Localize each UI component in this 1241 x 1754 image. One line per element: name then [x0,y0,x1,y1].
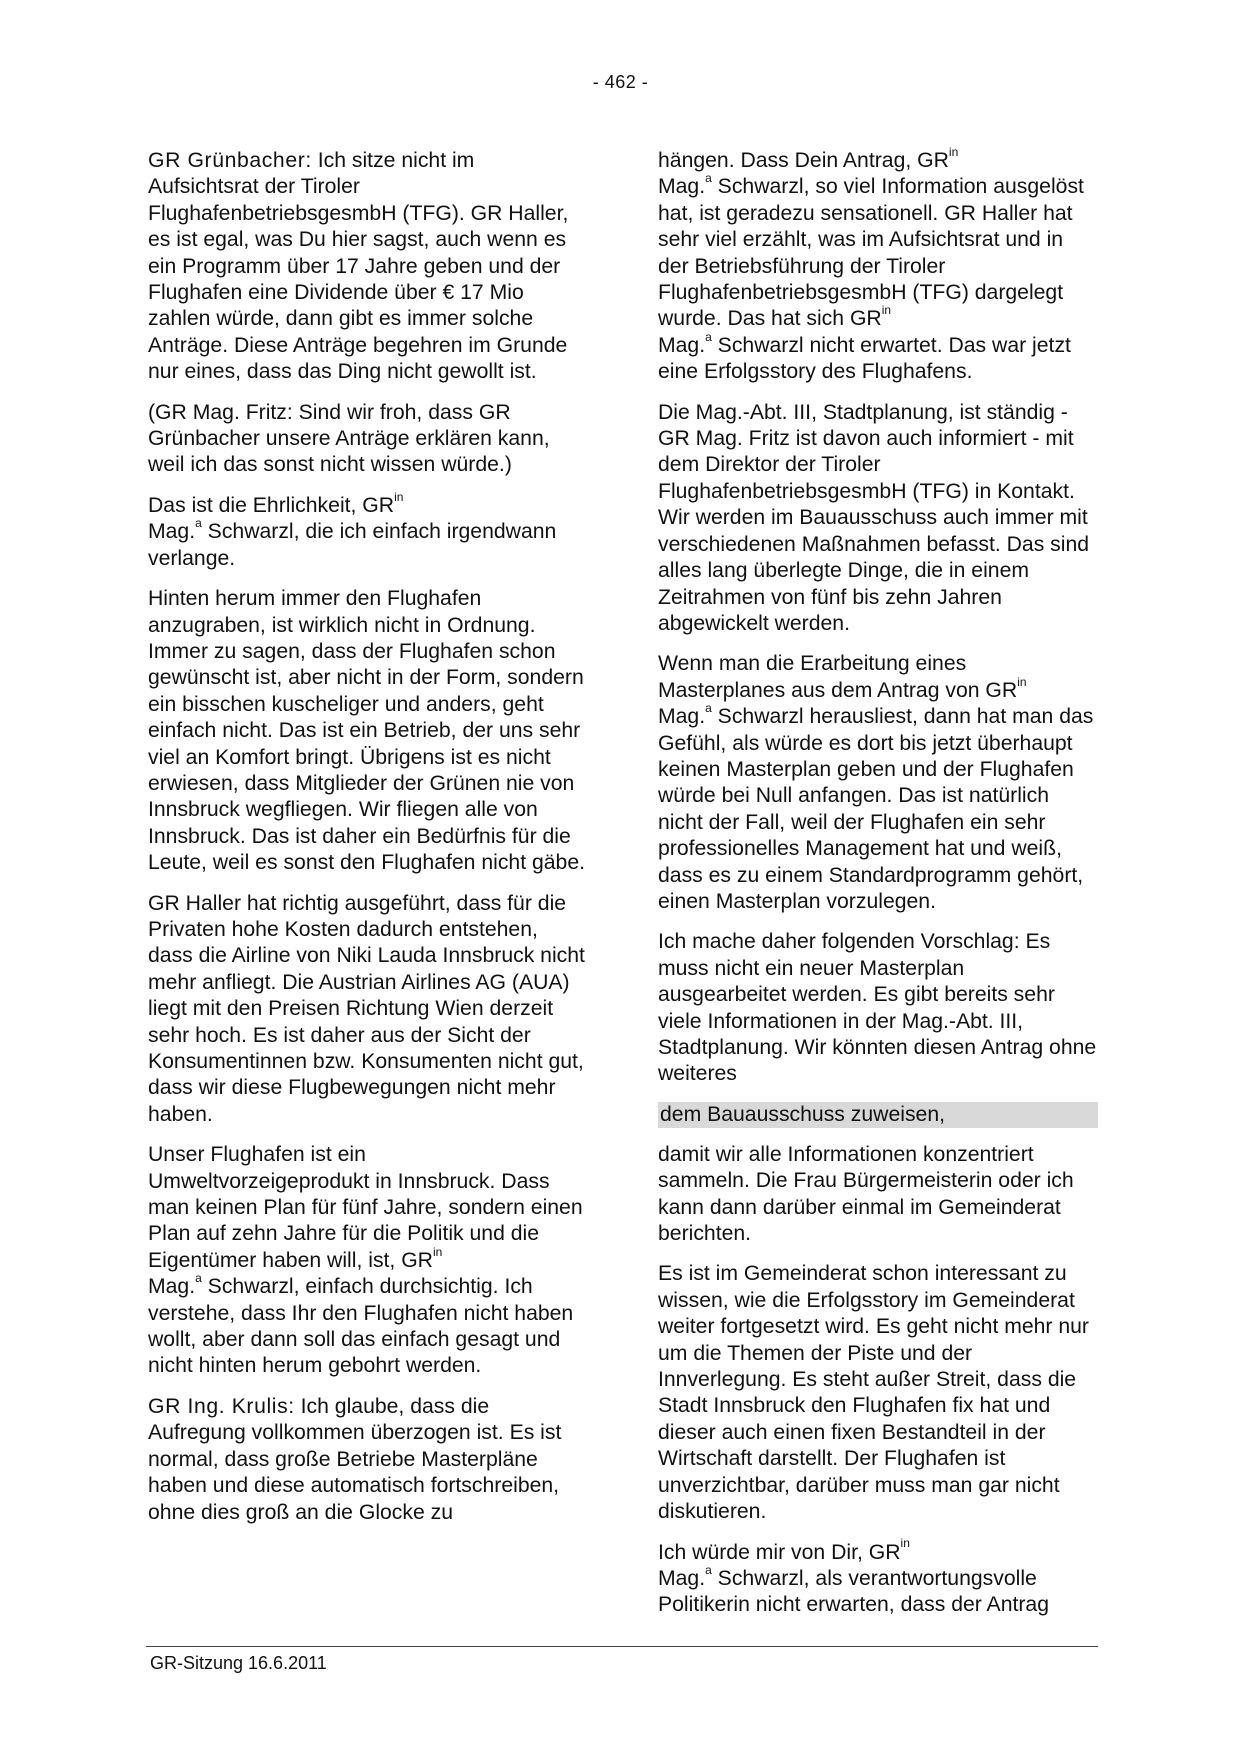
paragraph-umweltvorzeige [148,1142,588,1380]
paragraph-antrag-information [658,144,1098,386]
superscript: a [195,516,202,531]
page-number: - 462 - [592,72,649,92]
paragraph-gruenbacher [148,148,588,386]
paragraph-text: Ich mache daher folgenden Vorschlag: Es muss nicht ein neuer Masterplan ausgearbeitet werden. Es gibt bereits sehr viele Informationen in der Mag.-Abt. III, Stadtplanung. Wir könnten diesen Antrag ohne weiteres [658,930,1097,1086]
paragraph-text: (GR Mag. Fritz: Sind wir froh, dass GR Grünbacher unsere Anträge erklären kann, weil ich das sonst nicht wissen würde.) [148,400,550,477]
paragraph-text: Hinten herum immer den Flughafen anzugraben, ist wirklich nicht in Ordnung. Immer zu sagen, dass der Flughafen schon gewünscht ist, aber nicht in der Form, sondern ein bisschen kuscheliger und anders, geht einfach nicht. Das ist ein Betrieb, der uns sehr viel an Komfort bringt. Übrigens ist es nicht erwiesen, dass Mitglieder der Grünen nie von Innsbruck wegfliegen. Wir fliegen alle von Innsbruck. Das ist daher ein Bedürfnis für die Leute, weil es sonst den Flughafen nicht gäbe. [148,587,585,875]
superscript: a [705,329,712,344]
paragraph-text: Mag. [658,1566,706,1590]
paragraph-vorschlag [658,929,1098,1087]
paragraph-text: Wenn man die Erarbeitung eines Masterplanes aus dem Antrag von GR [658,652,1018,702]
footer-divider [146,1646,1098,1647]
superscript: a [705,1562,712,1577]
paragraph-text: Schwarzl, als verantwortungsvolle Politikerin nicht erwarten, dass der Antrag [658,1566,1049,1617]
paragraph-krulis [148,1394,588,1526]
paragraph-text: Schwarzl, einfach durchsichtig. Ich verstehe, dass Ihr den Flughafen nicht haben wollt, aber dann soll das einfach gesagt und nicht hinten herum gebohrt werden. [148,1275,574,1378]
paragraph-text: Ich sitze nicht im Aufsichtsrat der Tiroler FlughafenbetriebsgesmbH (TFG). GR Haller, es ist egal, was Du hier sagst, auch wenn es ein Programm über 17 Jahre geben und der Flughafen eine Dividende über € 17 Mio zahlen würde, dann gibt es immer solche Anträge. Diese Anträge begehren im Grunde nur eines, dass das Ding nicht gewollt ist. [148,149,569,384]
superscript: in [881,303,892,318]
paragraph-text: GR Haller hat richtig ausgeführt, dass für die Privaten hohe Kosten dadurch entstehen, dass die Airline von Niki Lauda Innsbruck nicht mehr anfliegt. Die Austrian Airlines AG (AUA) liegt mit den Preisen Richtung Wien derzeit sehr hoch. Es ist daher aus der Sicht der Konsumentinnen bzw. Konsumenten nicht gut, dass wir diese Flugbewegungen nicht mehr haben. [148,891,585,1126]
paragraph-text: Mag. [658,333,706,357]
paragraph-erfolgsstory [658,1261,1098,1525]
right-column [658,144,1098,1633]
paragraph-text: Unser Flughafen ist ein Umweltvorzeigeprodukt in Innsbruck. Dass man keinen Plan für fünf Jahre, sondern einen Plan auf zehn Jahre für die Politik und die Eigentümer haben will, ist, GR [148,1143,583,1272]
paragraph-ehrlichkeit [148,489,588,572]
paragraph-text: Es ist im Gemeinderat schon interessant zu wissen, wie die Erfolgsstory im Gemeinderat weiter fortgesetzt wird. Es geht nicht mehr nur um die Themen der Piste und der Innverlegung. Es steht außer Streit, dass die Stadt Innsbruck den Flughafen fix hat und dieser auch einen fixen Bestandteil in der Wirtschaft darstellt. Der Flughafen ist unverzichtbar, darüber muss man gar nicht diskutieren. [658,1262,1089,1524]
speaker-name: GR Ing. Krulis: [148,1394,295,1418]
superscript: a [705,171,712,186]
superscript: a [705,701,712,716]
paragraph-text: Schwarzl, die ich einfach irgendwann verlange. [148,520,557,570]
paragraph-interjection [148,400,588,479]
superscript: in [900,1536,910,1551]
superscript: in [1017,674,1027,689]
superscript: in [432,1244,443,1259]
superscript: a [195,1271,202,1286]
paragraph-text: hängen. Dass Dein Antrag, GR [658,149,949,172]
paragraph-text: Mag. [148,1275,196,1299]
paragraph-text: Schwarzl, so viel Information ausgelöst hat, ist geradezu sensationell. GR Haller hat sehr viel erzählt, was im Aufsichtsrat und in der Betriebsführung der Tiroler FlughafenbetriebsgesmbH (TFG) dargelegt wurde. Das hat sich GR [658,175,1084,331]
motion-highlight: dem Bauausschuss zuweisen, [658,1102,1098,1128]
paragraph-informationen [658,1142,1098,1248]
paragraph-masterplan [658,651,1098,915]
footer-session: GR-Sitzung 16.6.2011 [150,1653,327,1673]
paragraph-haller-kosten [148,891,588,1129]
paragraph-text: Ich würde mir von Dir, GR [658,1540,901,1564]
paragraph-hinten-herum [148,586,588,876]
paragraph-text: Die Mag.-Abt. III, Stadtplanung, ist ständig - GR Mag. Fritz ist davon auch informiert - mit dem Direktor der Tiroler FlughafenbetriebsgesmbH (TFG) in Kontakt. Wir werden im Bauausschuss auch immer mit verschiedenen Maßnahmen befasst. Das sind alles lang überlegte Dinge, die in einem Zeitrahmen von fünf bis zehn Jahren abgewickelt werden. [658,400,1090,635]
paragraph-text: Mag. [148,520,196,544]
speaker-name: GR Grünbacher: [148,149,312,172]
paragraph-verantwortungsvoll [658,1536,1098,1619]
paragraph-text: Mag. [658,175,706,199]
paragraph-stadtplanung [658,400,1098,638]
paragraph-text: Ich glaube, dass die Aufregung vollkommen überzogen ist. Es ist normal, dass große Betriebe Masterpläne haben und diese automatisch fortschreiben, ohne dies groß an die Glocke zu [148,1394,562,1524]
left-column [148,148,588,1540]
paragraph-text: Schwarzl nicht erwartet. Das war jetzt eine Erfolgsstory des Flughafens. [658,333,1071,384]
paragraph-text: Mag. [658,705,706,729]
paragraph-text: Schwarzl herausliest, dann hat man das Gefühl, als würde es dort bis jetzt überhaupt keinen Masterplan geben und der Flughafen würde bei Null anfangen. Das ist natürlich nicht der Fall, weil der Flughafen ein sehr professionelles Management hat und weiß, dass es zu einem Standardprogramm gehört, einen Masterplan vorzulegen. [658,705,1094,913]
superscript: in [394,489,404,504]
paragraph-text: Das ist die Ehrlichkeit, GR [148,493,395,517]
superscript: in [948,144,959,159]
paragraph-text: damit wir alle Informationen konzentriert sammeln. Die Frau Bürgermeisterin oder ich kann dann darüber einmal im Gemeinderat berichten. [658,1142,1074,1246]
